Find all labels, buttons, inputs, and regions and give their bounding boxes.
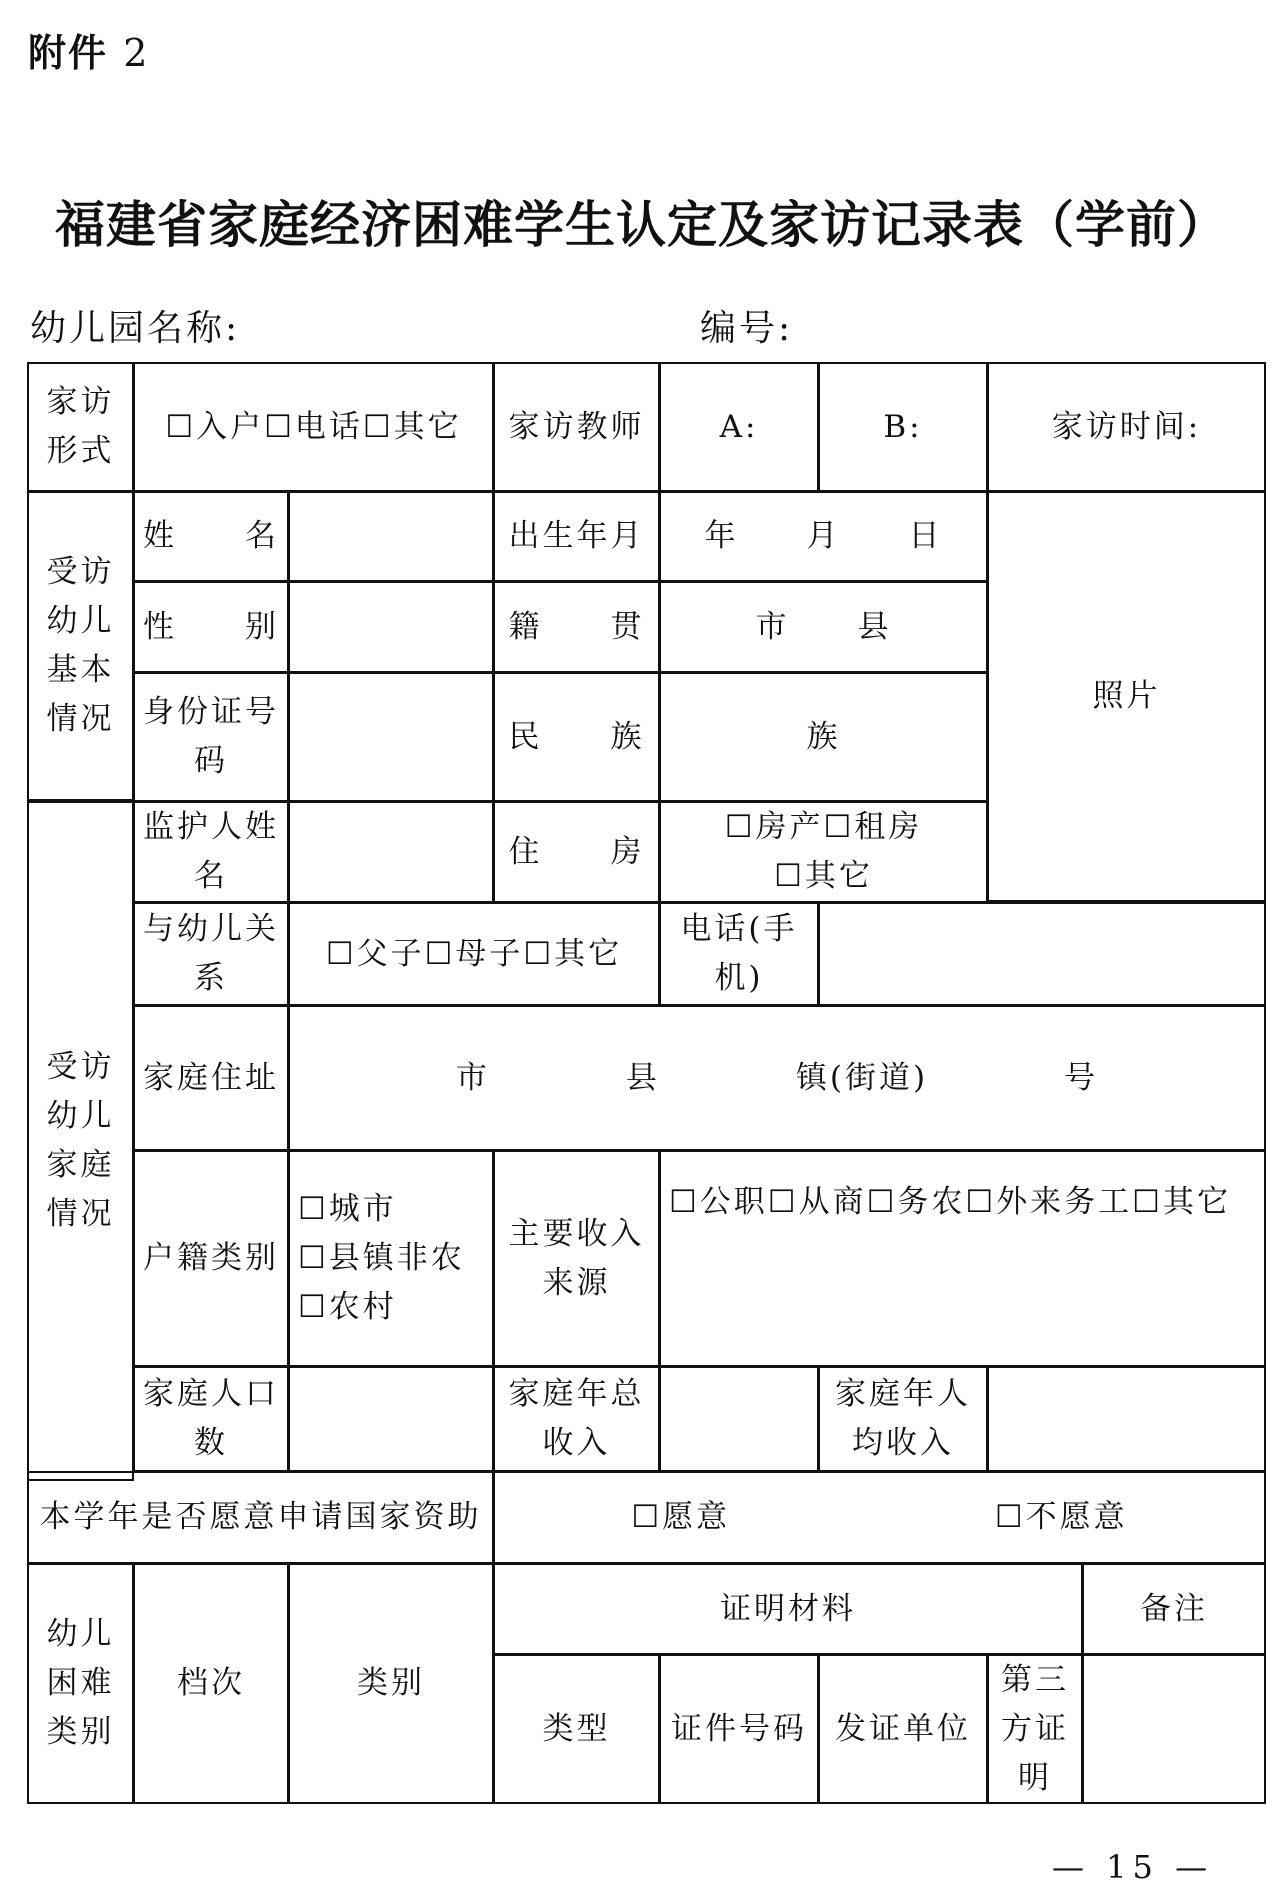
ethnicity-label: 民 族 [493, 672, 660, 802]
kindergarten-name-label: 幼儿园名称: [30, 308, 241, 349]
native-place-label: 籍 贯 [493, 581, 660, 673]
aid-unwilling-option[interactable]: ☐不愿意 [994, 1499, 1128, 1535]
per-capita-income-label: 家庭年人均收入 [818, 1366, 988, 1472]
remark-header: 备注 [1082, 1563, 1266, 1655]
gender-label: 性 别 [133, 581, 289, 673]
per-capita-income-field[interactable] [987, 1366, 1266, 1472]
difficulty-level-header: 档次 [133, 1563, 289, 1804]
income-source-label: 主要收入来源 [493, 1150, 660, 1367]
address-label: 家庭住址 [133, 1005, 289, 1151]
aid-question-label: 本学年是否愿意申请国家资助 [27, 1471, 494, 1564]
proof-materials-header: 证明材料 [493, 1563, 1083, 1655]
aid-willing-option[interactable]: ☐愿意 [631, 1499, 731, 1535]
page-number: — 15 — [1052, 1848, 1214, 1886]
aid-options [493, 1471, 1266, 1564]
hukou-option-town[interactable]: ☐县镇非农 [298, 1240, 465, 1276]
hukou-options[interactable] [288, 1150, 494, 1367]
child-name-label: 姓 名 [133, 491, 289, 582]
birth-date-field[interactable]: 年 月 日 [659, 491, 988, 582]
issuer-header: 发证单位 [818, 1654, 988, 1804]
visit-form-options[interactable]: ☐入户☐电话☐其它 [133, 362, 494, 492]
attachment-label [28, 22, 149, 77]
hukou-option-city[interactable]: ☐城市 [298, 1191, 397, 1227]
guardian-name-field[interactable] [288, 801, 494, 903]
third-party-proof-header: 第三方证明 [987, 1654, 1083, 1804]
certificate-number-header: 证件号码 [659, 1654, 819, 1804]
attachment-text: 附件 [28, 31, 109, 75]
native-place-field[interactable]: 市 县 [659, 581, 988, 673]
family-section-label: 受访幼儿家庭情况 [27, 801, 134, 1481]
record-number-label: 编号: [700, 308, 794, 349]
housing-options[interactable]: ☐房产☐租房☐其它 [659, 801, 988, 903]
phone-field[interactable] [818, 902, 1266, 1006]
visit-teacher-a[interactable]: A: [659, 362, 819, 492]
annual-income-label: 家庭年总收入 [493, 1366, 660, 1472]
proof-type-header: 类型 [493, 1654, 660, 1804]
ethnicity-field[interactable]: 族 [659, 672, 988, 802]
housing-label: 住 房 [493, 801, 660, 903]
visit-form-label: 家访形式 [27, 362, 134, 492]
relation-options[interactable]: ☐父子☐母子☐其它 [288, 902, 660, 1006]
difficulty-category-header: 类别 [288, 1563, 494, 1804]
gender-field[interactable] [288, 581, 494, 673]
household-size-field[interactable] [288, 1366, 494, 1472]
child-basic-section-label: 受访幼儿基本情况 [27, 491, 134, 801]
id-number-label: 身份证号码 [133, 672, 289, 802]
relation-label: 与幼儿关系 [133, 902, 289, 1006]
remark-field[interactable] [1082, 1654, 1266, 1804]
household-size-label: 家庭人口数 [133, 1366, 289, 1472]
address-field[interactable]: 市 县 镇(街道) 号 [288, 1005, 1266, 1151]
visit-time-field[interactable]: 家访时间: [987, 362, 1266, 492]
visit-teacher-b[interactable]: B: [818, 362, 988, 492]
hukou-option-rural[interactable]: ☐农村 [298, 1289, 397, 1325]
income-source-options[interactable]: ☐公职☐从商☐务农☐外来务工☐其它 [659, 1150, 1266, 1367]
annual-income-field[interactable] [659, 1366, 819, 1472]
visit-teacher-label: 家访教师 [493, 362, 660, 492]
child-name-field[interactable] [288, 491, 494, 582]
id-number-field[interactable] [288, 672, 494, 802]
birth-date-label: 出生年月 [493, 491, 660, 582]
difficulty-section-label: 幼儿困难类别 [27, 1563, 134, 1804]
record-table [28, 363, 1266, 1805]
phone-label: 电话(手机) [659, 902, 819, 1006]
photo-box: 照片 [987, 491, 1266, 902]
attachment-number: 2 [123, 31, 150, 75]
hukou-label: 户籍类别 [133, 1150, 289, 1367]
guardian-name-label: 监护人姓名 [133, 801, 289, 903]
page-title: 福建省家庭经济困难学生认定及家访记录表（学前） [55, 195, 1228, 254]
